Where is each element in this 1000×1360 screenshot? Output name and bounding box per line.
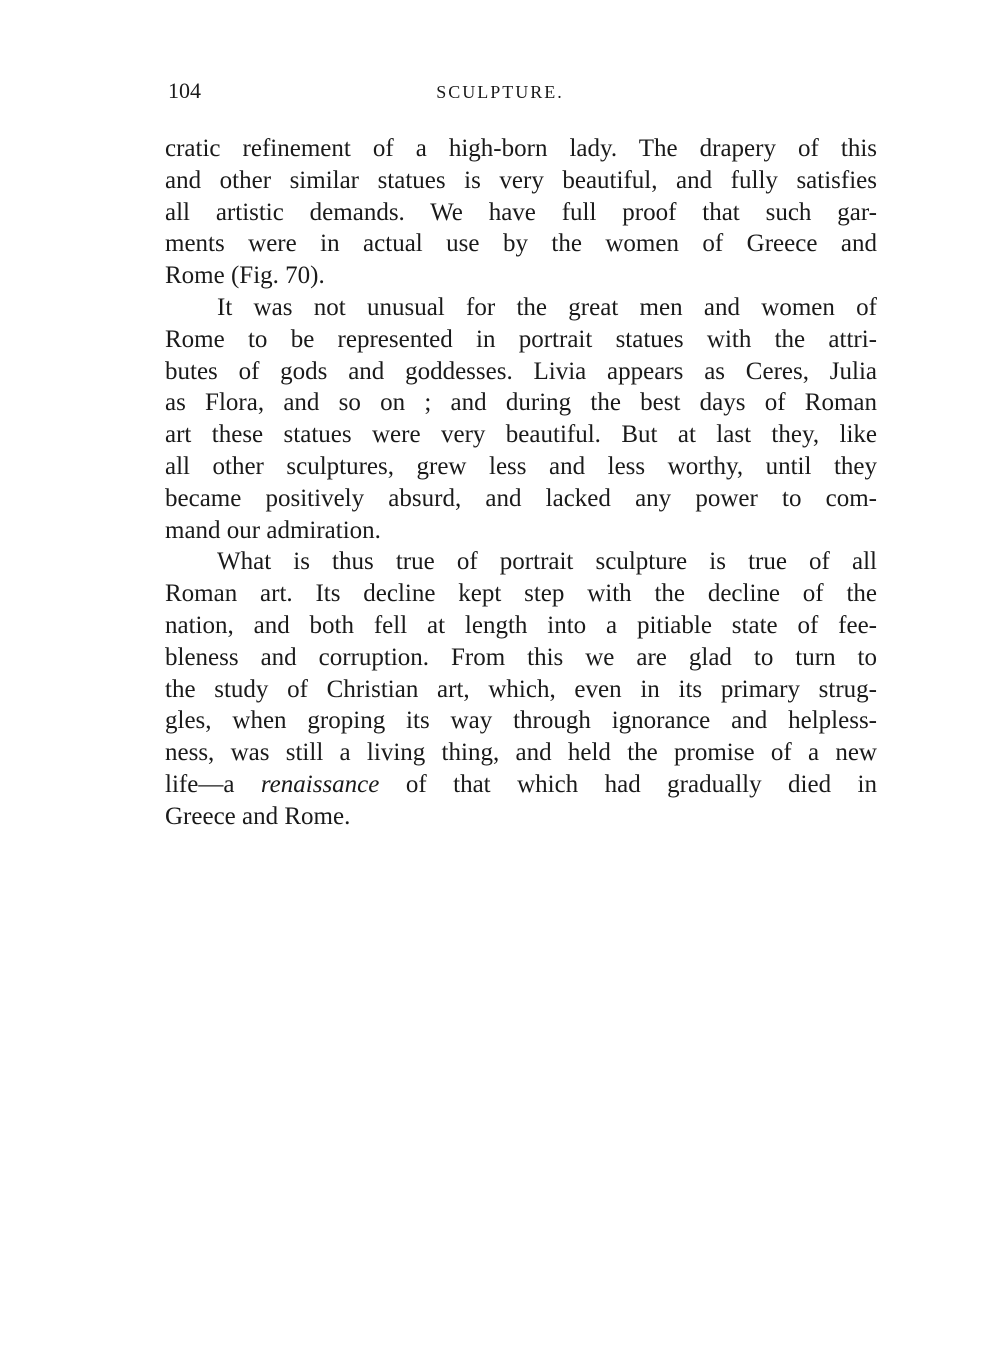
text-line	[165, 769, 877, 801]
text-line: Roman art. Its decline kept step with the decline of the	[165, 580, 877, 608]
text-line: gles, when groping its way through ignorance and helpless-	[165, 707, 877, 735]
text-line: as Flora, and so on ; and during the best days of Roman	[165, 389, 877, 417]
text-line: the study of Christian art, which, even in its primary strug-	[165, 675, 877, 703]
text-line: all artistic demands. We have full proof that such gar-	[165, 198, 877, 226]
text-line: cratic refinement of a high-born lady. The drapery of this	[165, 135, 877, 162]
text-line: and other similar statues is very beautiful, and fully satisfies	[165, 166, 877, 194]
text-line: nation, and both fell at length into a pitiable state of fee-	[165, 611, 877, 639]
page-number: 104	[168, 78, 201, 103]
text-line: It was not unusual for the great men and women of	[217, 293, 877, 321]
text-line: butes of gods and goddesses. Livia appears as Ceres, Julia	[165, 357, 877, 385]
text-line: Greece and Rome.	[165, 802, 351, 830]
text-line: became positively absurd, and lacked any power to com-	[165, 484, 877, 512]
italic-text: renaissance	[260, 770, 380, 798]
text-line: Rome to be represented in portrait statues with the attri-	[165, 325, 877, 353]
text-line: bleness and corruption. From this we are glad to turn to	[165, 643, 877, 671]
body-text	[165, 133, 877, 833]
text-line: ments were in actual use by the women of Greece and	[165, 230, 877, 258]
text-line: What is thus true of portrait sculpture is true of all	[217, 548, 877, 576]
text-segment: of that which had gradually died in	[379, 770, 877, 798]
text-line: art these statues were very beautiful. But at last they, like	[165, 421, 877, 449]
running-head: SCULPTURE.	[436, 82, 564, 102]
text-line: Rome (Fig. 70).	[165, 262, 325, 290]
text-line: mand our admiration.	[165, 516, 381, 544]
text-line: ness, was still a living thing, and held the promise of a new	[165, 739, 877, 767]
text-segment: life—a	[165, 770, 261, 798]
text-line: all other sculptures, grew less and less worthy, until they	[165, 452, 877, 480]
